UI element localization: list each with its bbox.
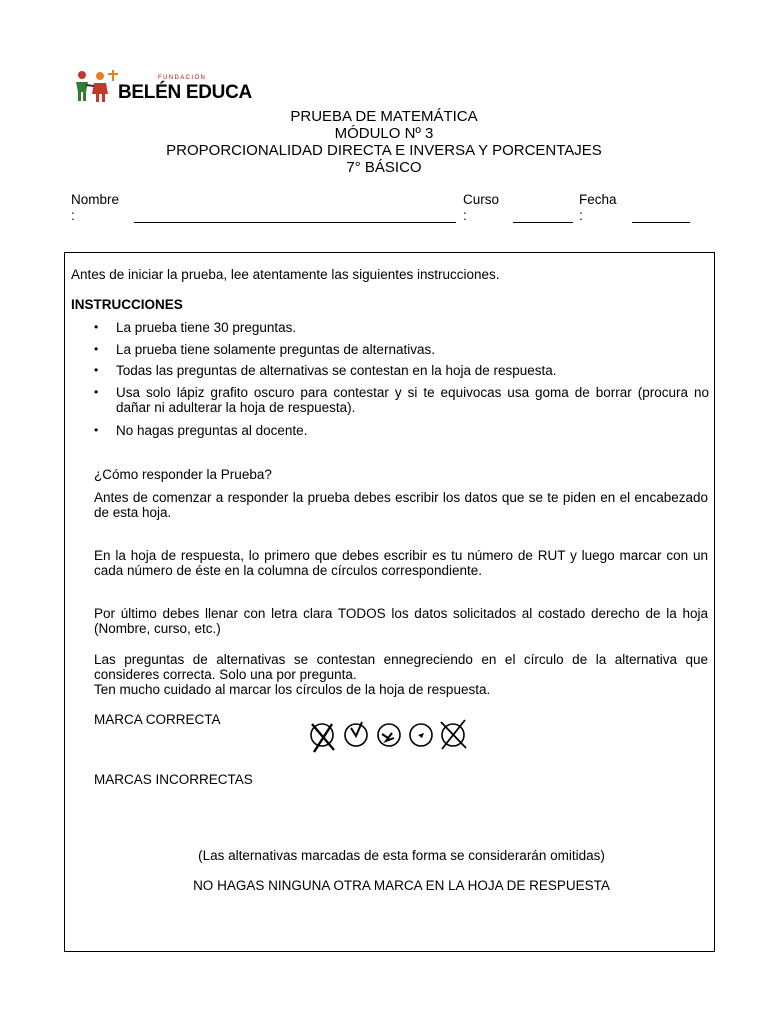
- nombre-colon: :: [71, 208, 75, 223]
- fecha-label: Fecha: [579, 192, 617, 207]
- logo-brand-text: BELÉN EDUCA: [118, 82, 252, 103]
- belen-educa-logo: [72, 70, 252, 106]
- paragraph-fill-data: Por último debes llenar con letra clara TODOS los datos solicitados al costado derecho de la hoja (Nombre, curso, etc.): [94, 606, 708, 636]
- instructions-box: [64, 252, 715, 952]
- omitted-note: (Las alternativas marcadas de esta forma se considerarán omitidas): [198, 848, 605, 863]
- document-title: [0, 108, 768, 176]
- curso-field[interactable]: [513, 222, 573, 223]
- instruction-item: • No hagas preguntas al docente.: [116, 423, 710, 438]
- incorrect-mark-scribble-icon: [378, 724, 400, 746]
- children-logo-icon: [72, 70, 118, 104]
- curso-label: Curso: [463, 192, 500, 207]
- title-line-4: 7° BÁSICO: [346, 159, 422, 176]
- title-line-2: MÓDULO Nº 3: [334, 125, 434, 142]
- incorrect-marks-label: MARCAS INCORRECTAS: [94, 772, 253, 787]
- paragraph-careful: Ten mucho cuidado al marcar los círculos de la hoja de respuesta.: [94, 682, 491, 697]
- curso-colon: :: [463, 208, 467, 223]
- title-line-3: PROPORCIONALIDAD DIRECTA E INVERSA Y PORCENTAJES: [166, 142, 602, 159]
- incorrect-marks-illustration: [306, 716, 472, 756]
- paragraph-alternatives: Las preguntas de alternativas se contestan ennegreciendo en el círculo de la alternativa que consideres correcta. Solo una por pregunta.: [94, 652, 708, 682]
- nombre-label: Nombre: [71, 192, 120, 207]
- instruction-item: • La prueba tiene 30 preguntas.: [116, 320, 710, 335]
- instructions-title: INSTRUCCIONES: [71, 297, 183, 312]
- correct-mark-label: MARCA CORRECTA: [94, 712, 221, 727]
- fecha-colon: :: [579, 208, 583, 223]
- title-line-1: PRUEBA DE MATEMÁTICA: [290, 108, 478, 125]
- instruction-item: • La prueba tiene solamente preguntas de alternativas.: [116, 342, 710, 357]
- logo-fundacion-text: FUNDACIÓN: [158, 75, 207, 81]
- instructions-intro: Antes de iniciar la prueba, lee atentamente las siguientes instrucciones.: [71, 267, 500, 282]
- instruction-item: • Usa solo lápiz grafito oscuro para contestar y si te equivocas usa goma de borrar (procura no dañar ni adulterar la hoja de respuesta).: [116, 385, 709, 415]
- how-to-title: ¿Cómo responder la Prueba?: [94, 467, 272, 482]
- instruction-item: • Todas las preguntas de alternativas se contestan en la hoja de respuesta.: [116, 363, 710, 378]
- no-other-marks-warning: NO HAGAS NINGUNA OTRA MARCA EN LA HOJA DE RESPUESTA: [193, 878, 610, 893]
- nombre-field[interactable]: [134, 222, 456, 223]
- fecha-field[interactable]: [632, 222, 690, 223]
- paragraph-rut: En la hoja de respuesta, lo primero que debes escribir es tu número de RUT y luego marcar con un cada número de éste en la columna de círculos correspondiente.: [94, 548, 708, 578]
- paragraph-header-data: Antes de comenzar a responder la prueba debes escribir los datos que se te piden en el encabezado de esta hoja.: [94, 490, 708, 520]
